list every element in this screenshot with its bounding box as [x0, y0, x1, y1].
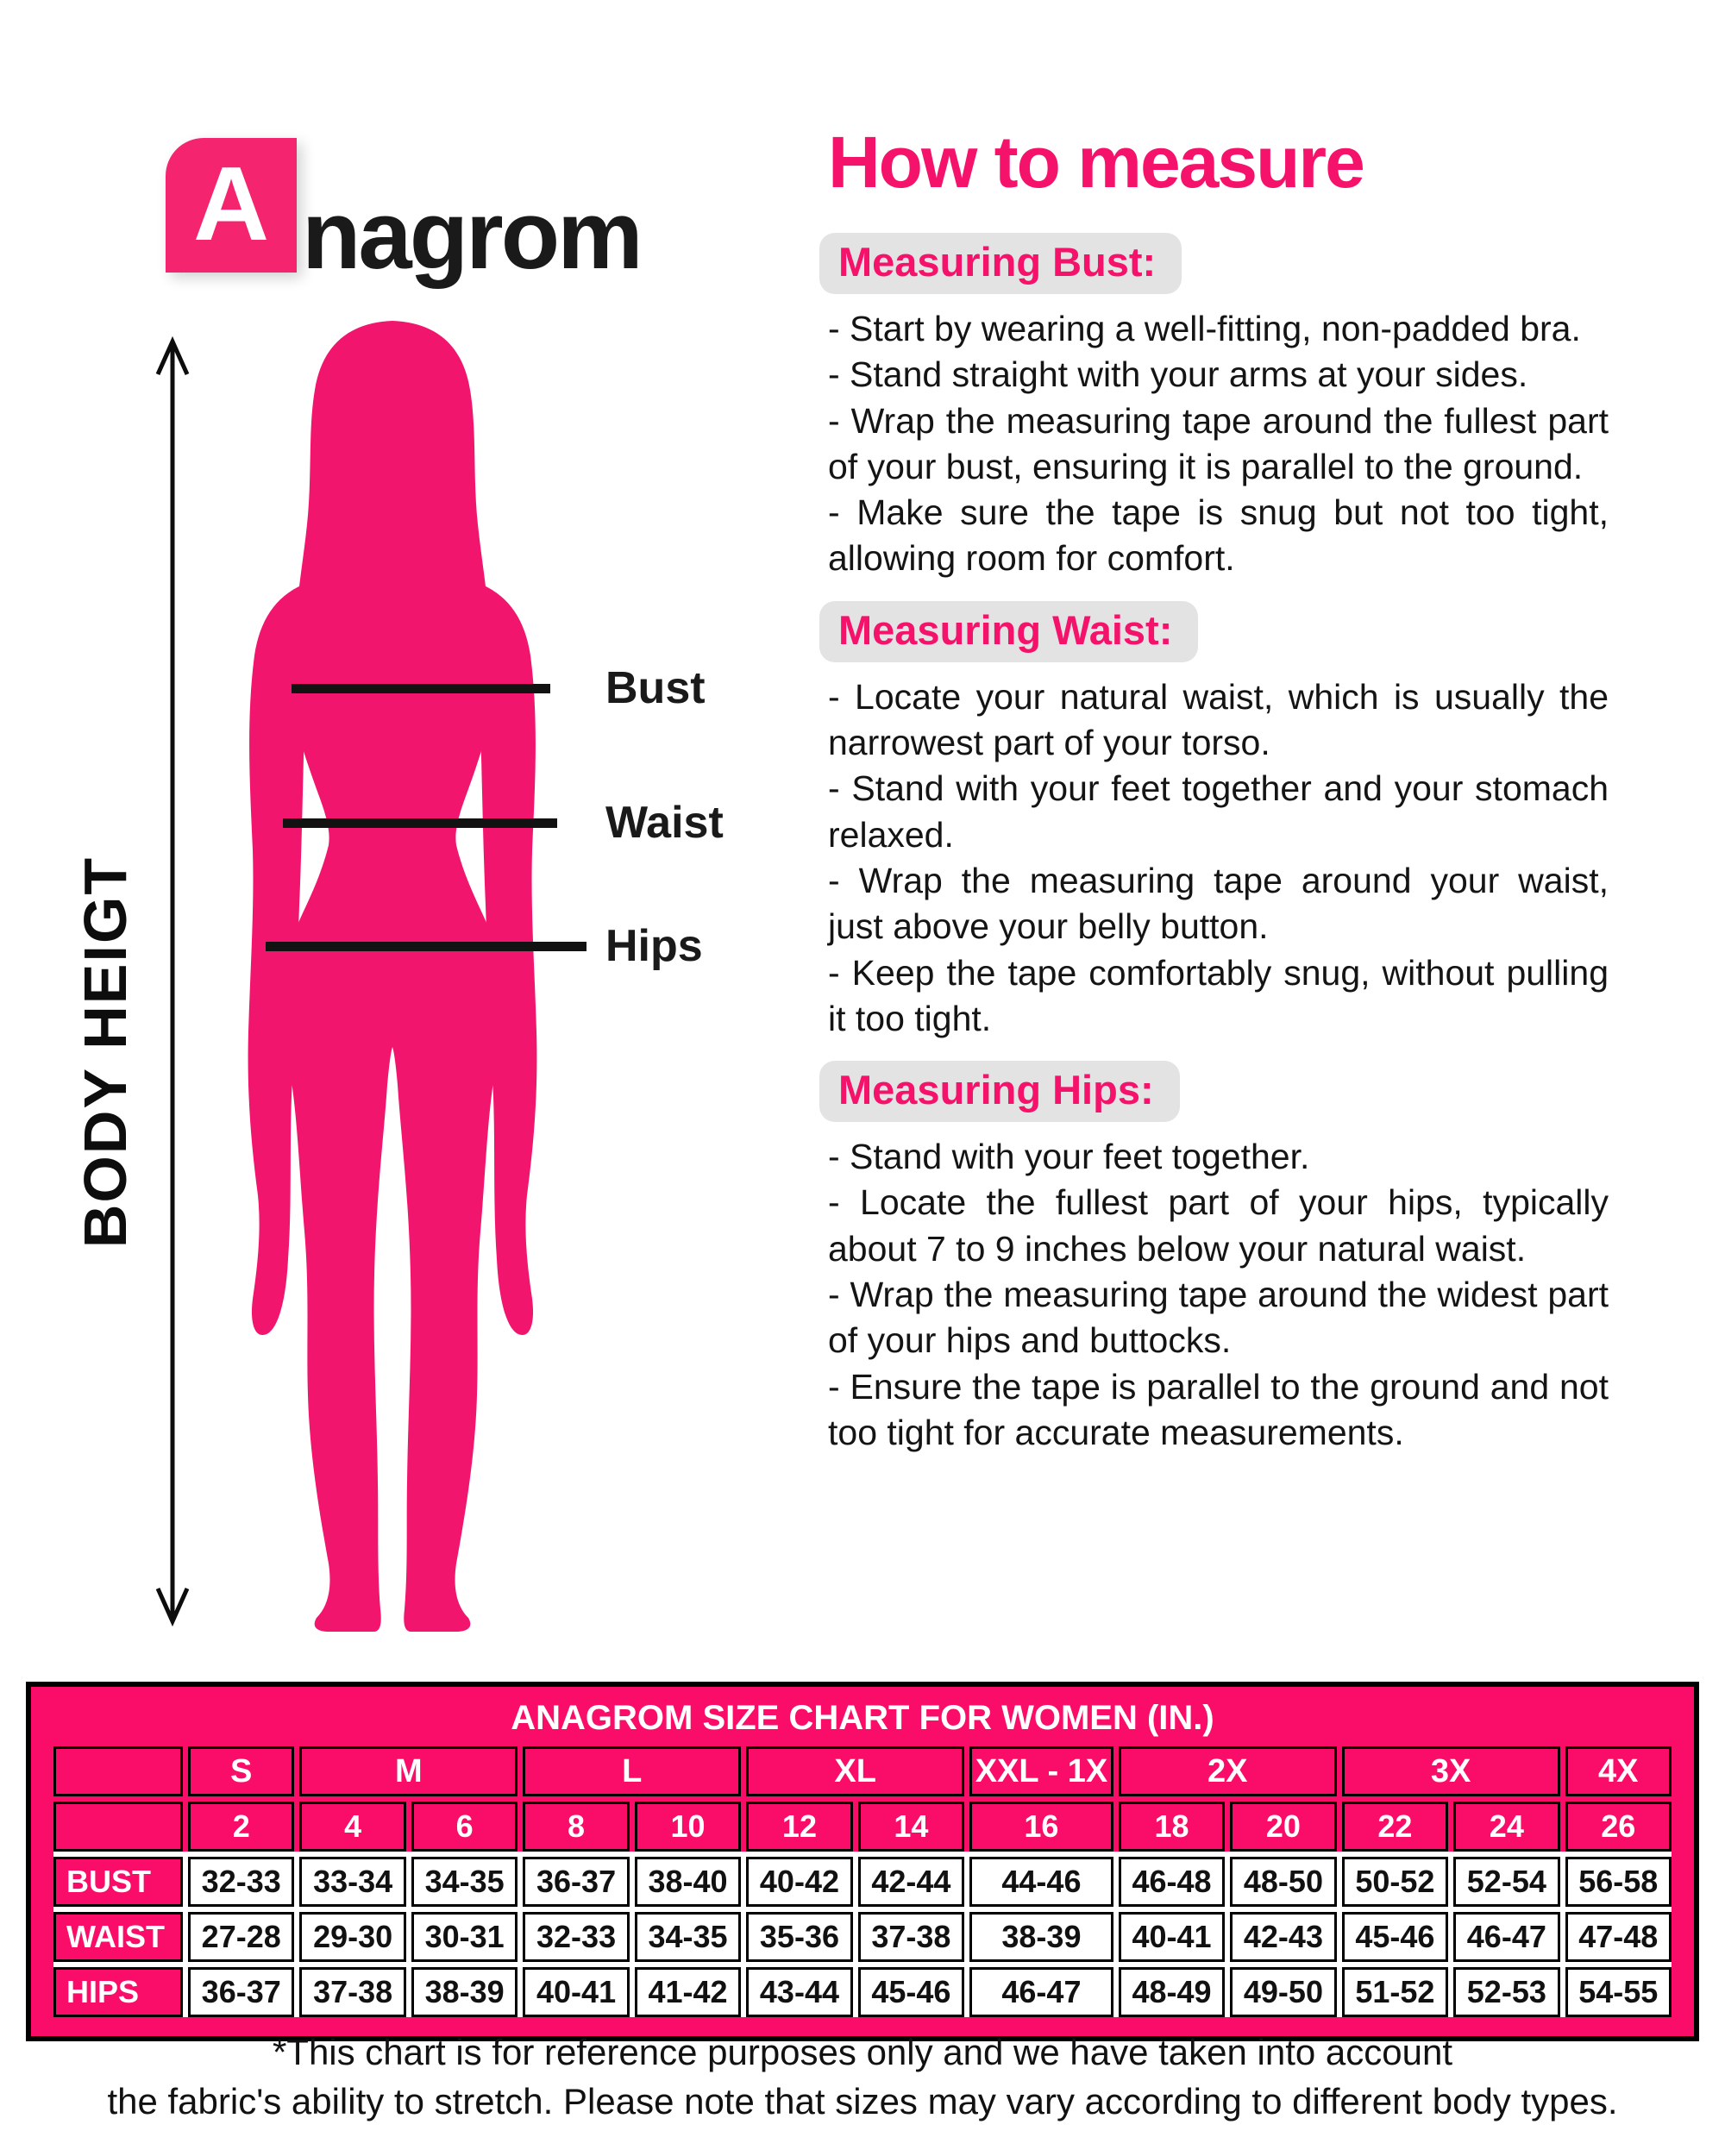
- row-label-waist: WAIST: [53, 1912, 183, 1962]
- size-chart-header: [53, 1746, 1672, 1852]
- bullet-line: - Make sure the tape is snug but not too tight, allowing room for comfort.: [828, 492, 1609, 579]
- bullet-line: - Stand with your feet together.: [828, 1137, 1310, 1177]
- numeric-size-24: 24: [1453, 1802, 1559, 1852]
- hips-value: 48-49: [1119, 1967, 1225, 2017]
- size-group-4X: 4X: [1565, 1746, 1672, 1796]
- numeric-size-20: 20: [1230, 1802, 1336, 1852]
- bust-value: 42-44: [858, 1857, 964, 1907]
- waist-value: 27-28: [188, 1912, 294, 1962]
- brand-logo: [166, 138, 641, 290]
- size-group-L: L: [523, 1746, 741, 1796]
- size-group-2X: 2X: [1119, 1746, 1337, 1796]
- numeric-size-16: 16: [969, 1802, 1113, 1852]
- hips-value: 38-39: [411, 1967, 518, 2017]
- section-bullets: [828, 1134, 1609, 1456]
- bust-value: 56-58: [1565, 1857, 1672, 1907]
- logo-letter-box: [166, 138, 297, 273]
- bullet-line: - Start by wearing a well-fitting, non-padded bra.: [828, 309, 1581, 348]
- numeric-size-6: 6: [411, 1802, 518, 1852]
- body-height-axis: [45, 664, 166, 1440]
- silhouette-left-arm: [248, 585, 305, 1335]
- hips-value: 43-44: [746, 1967, 852, 2017]
- hips-value: 51-52: [1342, 1967, 1448, 2017]
- numeric-row-corner-cell: [53, 1802, 183, 1852]
- size-group-M: M: [299, 1746, 518, 1796]
- disclaimer-line-1: *This chart is for reference purposes only and we have taken into account: [272, 2032, 1453, 2072]
- silhouette-right-arm: [480, 585, 537, 1335]
- woman-silhouette: [203, 317, 582, 1633]
- hips-value: 45-46: [858, 1967, 964, 2017]
- silhouette-body: [283, 531, 502, 1632]
- bust-value: 32-33: [188, 1857, 294, 1907]
- bullet-line: - Wrap the measuring tape around your waist, just above your belly button.: [828, 860, 1609, 947]
- bust-value: 34-35: [411, 1857, 518, 1907]
- waist-value: 45-46: [1342, 1912, 1448, 1962]
- size-chart-body: [53, 1852, 1672, 2017]
- size-group-XXL-1X: XXL - 1X: [969, 1746, 1113, 1796]
- waist-value: 35-36: [746, 1912, 852, 1962]
- guide-title: How to measure: [828, 122, 1364, 203]
- numeric-size-26: 26: [1565, 1802, 1672, 1852]
- corner-cell: [53, 1746, 183, 1796]
- size-group-XL: XL: [746, 1746, 964, 1796]
- section-heading-pill: Measuring Hips:: [819, 1061, 1180, 1122]
- hips-value: 46-47: [969, 1967, 1113, 2017]
- bust-value: 36-37: [523, 1857, 629, 1907]
- bullet-line: - Locate the fullest part of your hips, typically about 7 to 9 inches below your natural waist.: [828, 1182, 1609, 1269]
- waist-value: 32-33: [523, 1912, 629, 1962]
- height-arrow-icon: [154, 335, 191, 1628]
- row-label-hips: HIPS: [53, 1967, 183, 2017]
- size-chart-title: ANAGROM SIZE CHART FOR WOMEN (IN.): [511, 1699, 1214, 1737]
- waist-value: 29-30: [299, 1912, 405, 1962]
- bullet-line: - Stand with your feet together and your stomach relaxed.: [828, 768, 1609, 855]
- guide-sections: [828, 214, 1609, 1456]
- bust-measure-label: Bust: [605, 663, 706, 713]
- bust-value: 38-40: [635, 1857, 741, 1907]
- hips-value: 41-42: [635, 1967, 741, 2017]
- waist-value: 38-39: [969, 1912, 1113, 1962]
- bust-value: 48-50: [1230, 1857, 1336, 1907]
- bullet-line: - Stand straight with your arms at your sides.: [828, 354, 1528, 395]
- bullet-line: - Wrap the measuring tape around the widest part of your hips and buttocks.: [828, 1275, 1609, 1361]
- numeric-size-14: 14: [858, 1802, 964, 1852]
- numeric-size-18: 18: [1119, 1802, 1225, 1852]
- guide-section: [828, 582, 1609, 1042]
- section-bullets: [828, 674, 1609, 1042]
- numeric-size-4: 4: [299, 1802, 405, 1852]
- logo-letter: A: [192, 145, 270, 262]
- section-bullets: [828, 306, 1609, 582]
- numeric-size-8: 8: [523, 1802, 629, 1852]
- row-label-bust: BUST: [53, 1857, 183, 1907]
- waist-value: 47-48: [1565, 1912, 1672, 1962]
- section-heading-pill: Measuring Bust:: [819, 233, 1182, 294]
- numeric-size-10: 10: [635, 1802, 741, 1852]
- disclaimer-line-2: the fabric's ability to stretch. Please note that sizes may vary according to different body types.: [107, 2080, 1618, 2122]
- guide-section: [828, 214, 1609, 582]
- bust-value: 46-48: [1119, 1857, 1225, 1907]
- hips-measure-line: [266, 942, 586, 951]
- waist-value: 37-38: [858, 1912, 964, 1962]
- waist-value: 40-41: [1119, 1912, 1225, 1962]
- waist-value: 46-47: [1453, 1912, 1559, 1962]
- hips-value: 37-38: [299, 1967, 405, 2017]
- waist-value: 42-43: [1230, 1912, 1336, 1962]
- numeric-size-22: 22: [1342, 1802, 1448, 1852]
- logo-name-rest: nagrom: [302, 181, 641, 290]
- how-to-measure-guide: [828, 122, 1609, 1456]
- hips-value: 52-53: [1453, 1967, 1559, 2017]
- section-heading-pill: Measuring Waist:: [819, 601, 1198, 662]
- size-group-S: S: [188, 1746, 294, 1796]
- disclaimer: [0, 2028, 1725, 2126]
- bust-value: 33-34: [299, 1857, 405, 1907]
- bust-value: 44-46: [969, 1857, 1113, 1907]
- bust-value: 50-52: [1342, 1857, 1448, 1907]
- guide-section: [828, 1042, 1609, 1456]
- hips-value: 36-37: [188, 1967, 294, 2017]
- waist-measure-line: [283, 818, 557, 828]
- body-height-label: BODY HEIGT: [72, 856, 140, 1249]
- waist-value: 34-35: [635, 1912, 741, 1962]
- bullet-line: - Locate your natural waist, which is usually the narrowest part of your torso.: [828, 676, 1609, 763]
- hips-measure-label: Hips: [605, 921, 703, 971]
- size-chart-panel: [26, 1682, 1699, 2041]
- size-group-3X: 3X: [1342, 1746, 1560, 1796]
- waist-value: 30-31: [411, 1912, 518, 1962]
- hips-value: 49-50: [1230, 1967, 1336, 2017]
- bullet-line: - Keep the tape comfortably snug, without pulling it too tight.: [828, 952, 1609, 1038]
- numeric-size-12: 12: [746, 1802, 852, 1852]
- waist-measure-label: Waist: [605, 798, 724, 848]
- hips-value: 54-55: [1565, 1967, 1672, 2017]
- hips-value: 40-41: [523, 1967, 629, 2017]
- bullet-line: - Wrap the measuring tape around the fullest part of your bust, ensuring it is parallel to the ground.: [828, 400, 1609, 486]
- bullet-line: - Ensure the tape is parallel to the ground and not too tight for accurate measurements.: [828, 1366, 1609, 1452]
- bust-value: 40-42: [746, 1857, 852, 1907]
- bust-value: 52-54: [1453, 1857, 1559, 1907]
- numeric-size-2: 2: [188, 1802, 294, 1852]
- bust-measure-line: [292, 684, 550, 693]
